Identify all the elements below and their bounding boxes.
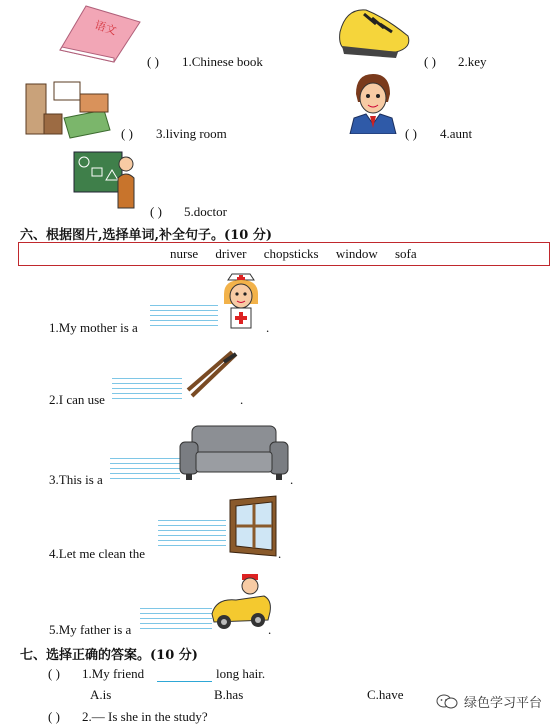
aunt-picture <box>348 72 398 134</box>
sentence-5: 5.My father is a <box>49 622 132 637</box>
chopsticks-picture <box>184 350 240 404</box>
sentence-2-period: . <box>240 392 244 407</box>
watermark-text: 绿色学习平台 <box>463 696 542 711</box>
word-window: window <box>335 246 378 261</box>
q1-answer-blank[interactable] <box>157 681 212 682</box>
match-paren-4[interactable]: ( ) <box>405 126 417 141</box>
writing-lines-3[interactable] <box>110 458 180 483</box>
q1-text: 1.My friend <box>82 666 145 681</box>
match-item-chinese-book: 1.Chinese book <box>182 54 263 69</box>
writing-lines-2[interactable] <box>112 378 182 403</box>
doctor-picture <box>72 150 140 210</box>
sentence-1-period: . <box>266 320 270 335</box>
match-paren-2[interactable]: ( ) <box>424 54 436 69</box>
section6-title: 六、根据图片,选择单词,补全句子。(10 分) <box>20 228 272 243</box>
q2-paren[interactable]: ( ) <box>48 709 60 724</box>
q1-paren[interactable]: ( ) <box>48 666 60 681</box>
sentence-4-period: . <box>278 546 282 561</box>
match-paren-1[interactable]: ( ) <box>147 54 159 69</box>
section7-title: 七、选择正确的答案。(10 分) <box>20 648 198 663</box>
writing-lines-1[interactable] <box>150 305 218 330</box>
living-room-picture <box>24 74 112 140</box>
match-item-doctor: 5.doctor <box>184 204 227 219</box>
q2-text: 2.— Is she in the study? <box>82 709 208 724</box>
sofa-picture <box>178 422 290 482</box>
match-item-key: 2.key <box>458 54 487 69</box>
book-label: 语文 <box>93 18 119 38</box>
word-nurse: nurse <box>170 246 199 261</box>
match-item-aunt: 4.aunt <box>440 126 473 141</box>
window-picture <box>228 494 278 558</box>
word-chopsticks: chopsticks <box>263 246 319 261</box>
q1-option-a[interactable]: A.is <box>90 687 112 702</box>
writing-lines-4[interactable] <box>158 520 226 550</box>
driver-picture <box>208 570 274 632</box>
q1-option-c[interactable]: C.have <box>367 687 404 702</box>
chat-bubble-icon <box>436 694 458 710</box>
word-sofa: sofa <box>395 246 417 261</box>
match-paren-3[interactable]: ( ) <box>121 126 133 141</box>
writing-lines-5[interactable] <box>140 608 212 633</box>
q1-option-b[interactable]: B.has <box>214 687 244 702</box>
sentence-5-period: . <box>268 622 272 637</box>
chinese-book-picture <box>56 4 142 64</box>
sentence-3: 3.This is a <box>49 472 103 487</box>
sentence-2: 2.I can use <box>49 392 105 407</box>
q1-tail: long hair. <box>216 666 266 681</box>
word-bank <box>170 246 431 262</box>
match-paren-5[interactable]: ( ) <box>150 204 162 219</box>
sentence-4: 4.Let me clean the <box>49 546 146 561</box>
key-picture <box>336 2 414 60</box>
nurse-picture <box>218 272 264 332</box>
sentence-3-period: . <box>290 472 294 487</box>
word-driver: driver <box>215 246 247 261</box>
sentence-1: 1.My mother is a <box>49 320 138 335</box>
watermark <box>436 692 542 711</box>
match-item-living-room: 3.living room <box>156 126 227 141</box>
